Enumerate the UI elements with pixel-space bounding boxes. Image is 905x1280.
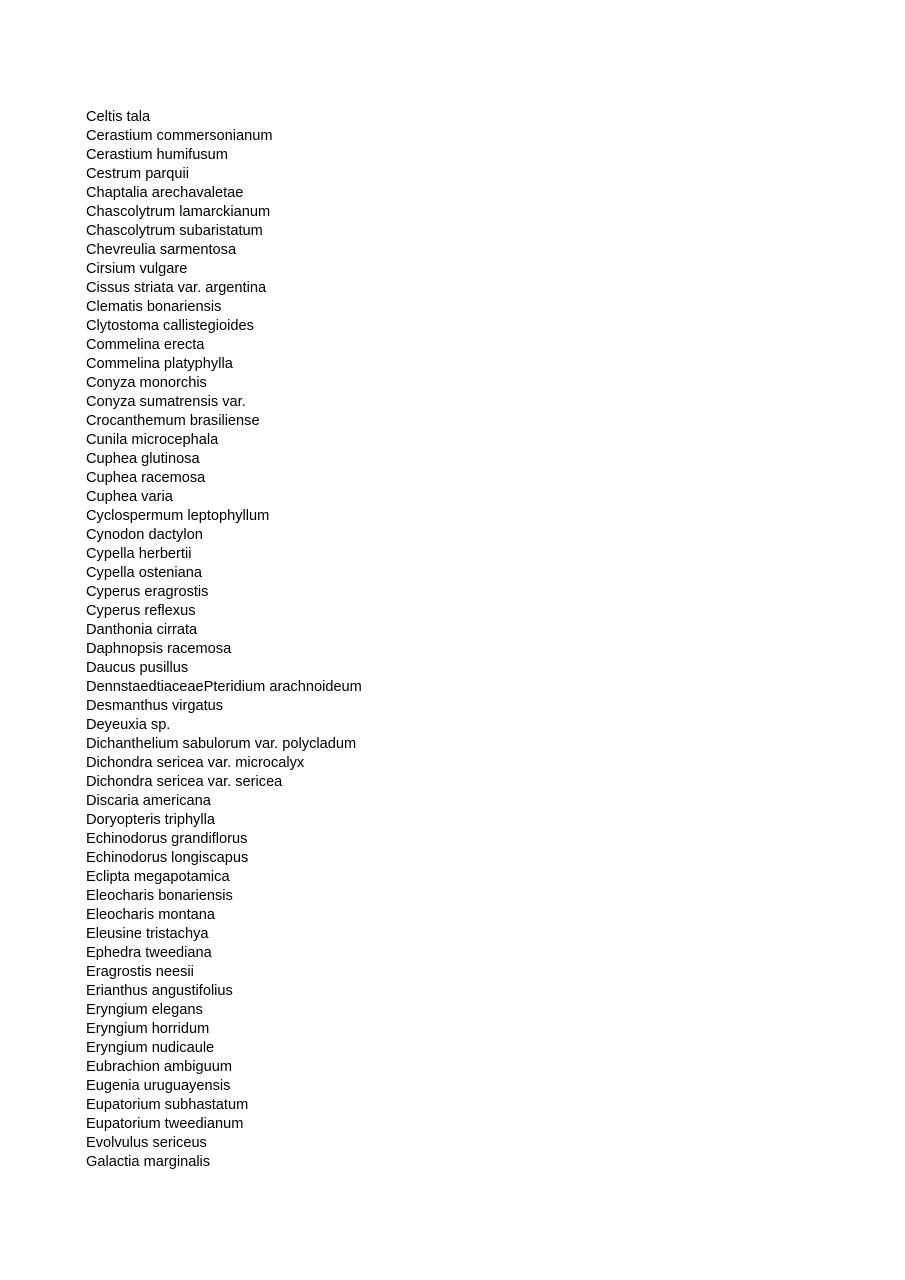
species-list — [86, 108, 362, 1172]
species-list-item: Commelina erecta — [86, 337, 205, 353]
species-list-item: Eryngium nudicaule — [86, 1040, 215, 1056]
species-list-item: Eupatorium subhastatum — [86, 1097, 249, 1113]
species-list-item: Dichanthelium sabulorum var. polycladum — [86, 736, 357, 752]
species-list-item: Eupatorium tweedianum — [86, 1116, 244, 1132]
species-list-item: Echinodorus longiscapus — [86, 850, 249, 866]
species-list-item: Clytostoma callistegioides — [86, 318, 254, 334]
species-list-item: Celtis tala — [86, 109, 151, 125]
species-list-item: Eleocharis bonariensis — [86, 888, 233, 904]
species-list-item: Cirsium vulgare — [86, 261, 188, 277]
species-list-item: Cyperus eragrostis — [86, 584, 209, 600]
species-list-item: Eclipta megapotamica — [86, 869, 230, 885]
species-list-item: Cyclospermum leptophyllum — [86, 508, 270, 524]
species-list-item: Chaptalia arechavaletae — [86, 185, 244, 201]
species-list-item: Conyza monorchis — [86, 375, 207, 391]
species-list-item: Cyperus reflexus — [86, 603, 196, 619]
species-list-item: Eleocharis montana — [86, 907, 215, 923]
species-list-item: Galactia marginalis — [86, 1154, 211, 1170]
species-list-item: Chascolytrum lamarckianum — [86, 204, 271, 220]
species-list-item: Eubrachion ambiguum — [86, 1059, 233, 1075]
species-list-item: Ephedra tweediana — [86, 945, 212, 961]
species-list-item: Danthonia cirrata — [86, 622, 198, 638]
species-list-item: Eryngium elegans — [86, 1002, 203, 1018]
species-list-item: Cypella osteniana — [86, 565, 203, 581]
species-list-item: Cunila microcephala — [86, 432, 219, 448]
species-list-item: Echinodorus grandiflorus — [86, 831, 248, 847]
species-list-item: Daucus pusillus — [86, 660, 189, 676]
species-list-item: DennstaedtiaceaePteridium arachnoideum — [86, 679, 362, 695]
species-list-item: Dichondra sericea var. microcalyx — [86, 755, 305, 771]
species-list-item: Commelina platyphylla — [86, 356, 233, 372]
species-list-item: Eugenia uruguayensis — [86, 1078, 231, 1094]
species-list-item: Doryopteris triphylla — [86, 812, 215, 828]
species-list-item: Desmanthus virgatus — [86, 698, 224, 714]
species-list-item: Deyeuxia sp. — [86, 717, 171, 733]
species-list-item: Crocanthemum brasiliense — [86, 413, 260, 429]
species-list-item: Conyza sumatrensis var. — [86, 394, 246, 410]
species-list-item: Cissus striata var. argentina — [86, 280, 267, 296]
species-list-item: Cypella herbertii — [86, 546, 192, 562]
species-list-item: Eryngium horridum — [86, 1021, 210, 1037]
species-list-item: Cynodon dactylon — [86, 527, 203, 543]
species-list-item: Cuphea varia — [86, 489, 173, 505]
species-list-item: Erianthus angustifolius — [86, 983, 233, 999]
species-list-item: Chevreulia sarmentosa — [86, 242, 237, 258]
species-list-item: Cuphea racemosa — [86, 470, 206, 486]
species-list-item: Cerastium commersonianum — [86, 128, 273, 144]
species-list-item: Dichondra sericea var. sericea — [86, 774, 283, 790]
species-list-item: Cestrum parquii — [86, 166, 190, 182]
species-list-item: Eragrostis neesii — [86, 964, 194, 980]
species-list-item: Cerastium humifusum — [86, 147, 228, 163]
species-list-item: Chascolytrum subaristatum — [86, 223, 263, 239]
species-list-item: Discaria americana — [86, 793, 211, 809]
species-list-item: Eleusine tristachya — [86, 926, 209, 942]
species-list-item: Evolvulus sericeus — [86, 1135, 207, 1151]
species-list-item: Clematis bonariensis — [86, 299, 222, 315]
species-list-item: Cuphea glutinosa — [86, 451, 200, 467]
species-list-item: Daphnopsis racemosa — [86, 641, 232, 657]
